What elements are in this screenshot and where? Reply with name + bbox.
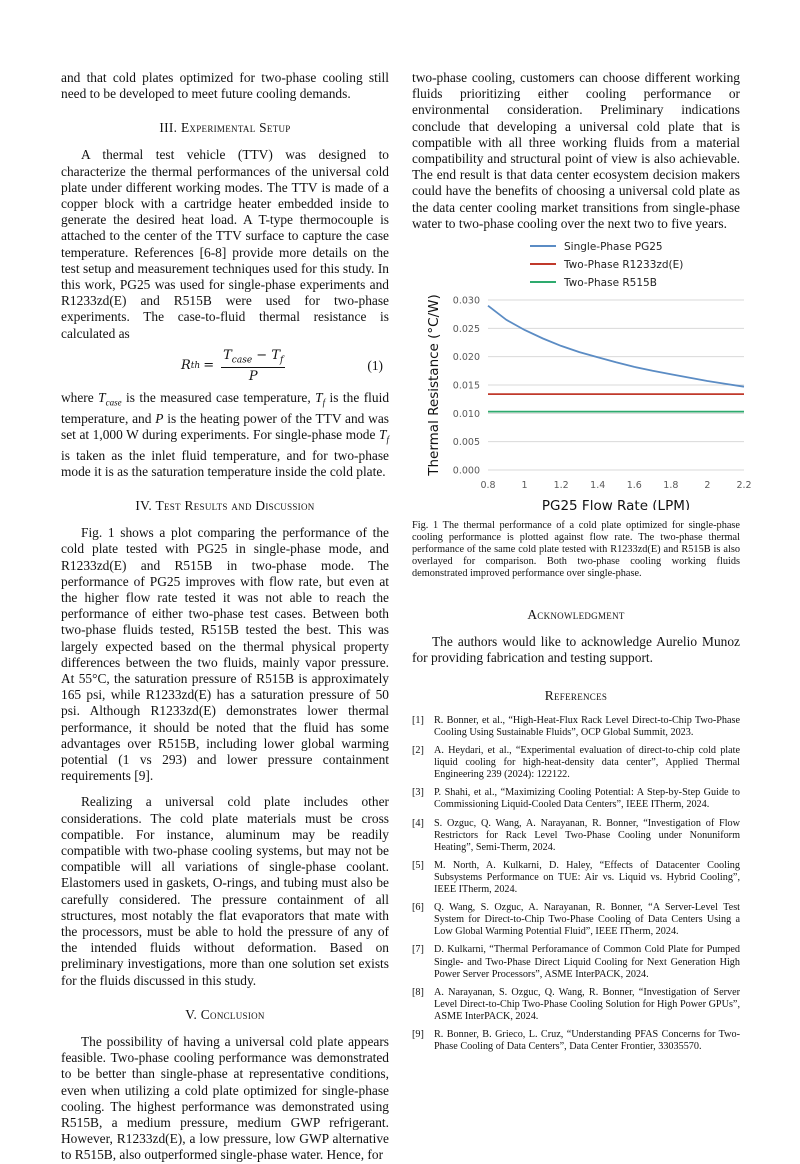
reference-number: [4]	[412, 817, 424, 829]
eq-numerator	[221, 348, 285, 368]
x-tick-label: 2	[704, 480, 711, 492]
p2-tcase-var: T	[98, 389, 106, 405]
reference-text: Q. Wang, S. Ozguc, A. Narayanan, R. Bonner, “A Server-Level Test System for Direct-to-Chip Two-Phase Cooling of Data Centers Using a Low Global Warming Potential Fluid”, IEEE ITherm, 2024.	[434, 902, 740, 938]
reference-item	[412, 745, 740, 781]
p2-tf2-var: T	[379, 426, 387, 442]
p2-tf2-sub: f	[386, 434, 389, 445]
reference-number: [7]	[412, 944, 424, 956]
x-tick-label: 0.8	[480, 480, 496, 492]
figure-1	[418, 238, 754, 510]
eq-lhs-sub: th	[190, 360, 201, 371]
eq-num-a: T	[223, 348, 232, 364]
section-5-paragraph-1: The possibility of having a universal cold plate appears feasible. Two-phase cooling performance was demonstrated to be better than single-phase at representative conditions, even when utilizing a cold plate optimized for single-phase cooling. The highest performance was demonstrated using R515B, a medium pressure, medium GWP refrigerant. However, R1233zd(E), a low pressure, low GWP alternative to R515B, also outperformed single-phase water. Hence, for	[61, 1033, 389, 1163]
p2-text-c: is the fluid temperature, and	[61, 389, 390, 426]
legend-label: Two-Phase R1233zd(E)	[564, 259, 684, 272]
p2-text-b: is the measured case temperature,	[121, 389, 316, 405]
equation-body	[181, 348, 285, 384]
eq-lhs: R	[181, 358, 191, 374]
legend-label: Single-Phase PG25	[564, 241, 663, 254]
y-tick-label: 0.005	[452, 437, 480, 449]
references-list	[412, 715, 740, 1053]
y-tick-label: 0.030	[452, 295, 480, 307]
y-tick-label: 0.025	[452, 323, 480, 335]
p2-text-d: is the heating power of the TTV and was set at 1,000 W during experiments. For single-phase mode	[61, 410, 390, 442]
references-heading: References	[544, 687, 608, 703]
reference-item	[412, 787, 740, 811]
left-column	[61, 70, 389, 1164]
section-5-heading: V. Conclusion	[185, 1006, 265, 1022]
right-column	[412, 70, 752, 1059]
series-line	[488, 306, 744, 387]
section-3-paragraph-2	[61, 390, 389, 480]
eq-equals: =	[203, 358, 215, 374]
p2-text-a: where	[61, 389, 99, 405]
reference-item	[412, 944, 740, 980]
eq-num-a-sub: case	[231, 355, 253, 366]
reference-text: A. Heydari, et al., “Experimental evaluation of direct-to-chip cold plate liquid cooling for high-heat-density data center”, Applied Thermal Engineering 239 (2024): 122122.	[434, 745, 740, 781]
x-tick-label: 1.8	[663, 480, 679, 492]
reference-item	[412, 715, 740, 739]
section-4-heading: IV. Test Results and Discussion	[135, 498, 315, 514]
p2-tf2	[379, 426, 389, 445]
acknowledgment-heading: Acknowledgment	[527, 606, 625, 622]
p2-tcase	[98, 389, 122, 408]
reference-text: M. North, A. Kulkarni, D. Haley, “Effects of Datacenter Cooling Subsystems Performance on TUE: Air vs. Liquid vs. Hybrid Cooling”, IEEE ITherm, 2024.	[434, 859, 740, 896]
reference-text: D. Kulkarni, “Thermal Perforamance of Common Cold Plate for Pumped Single- and Two-Phase Direct Liquid Cooling for Next Generation High Power Server Processors”, ASME InterPACK, 2024.	[434, 944, 740, 980]
reference-number: [2]	[412, 745, 424, 757]
reference-number: [1]	[412, 714, 424, 726]
equation-1	[61, 348, 389, 384]
y-tick-label: 0.000	[452, 465, 480, 477]
reference-item	[412, 902, 740, 938]
reference-text: S. Ozguc, Q. Wang, A. Narayanan, R. Bonner, “Investigation of Flow Restrictors for Rack Level Two-Phase Cooling under Nonuniform Heating”, Semi-Therm, 2024.	[434, 817, 740, 853]
reference-number: [9]	[412, 1028, 424, 1040]
section-4-paragraph-2: Realizing a universal cold plate includes other considerations. The cold plate materials must be cross compatible. For instance, aluminum may be readily compatible with two-phase cooling systems, but may not be compatible will all variations of single-phase coolant. Elastomers used in gaskets, O-rings, and tubing must also be carefully considered. The pressure containment of all structures, most notably the flat evaporators that mate with the processors, must be able to hold the pressure of any of the intended fluids without deformation. Based on preliminary investigations, more than one solution set exists for the fluids discussed in this study.	[61, 794, 389, 988]
reference-number: [5]	[412, 859, 424, 871]
x-tick-label: 1	[521, 480, 528, 492]
section-4-paragraph-1: Fig. 1 shows a plot comparing the performance of the cold plate tested with PG25 in single-phase mode, and R1233zd(E) and R515B in two-phase mode. The performance of PG25 improves with flow rate, but even at the higher flow rate tested it was not able to reach the performance of either two-phase test cases. Between both two-phase fluids tested, R515B tested the best. This was largely expected based on the thermal physical property differences between the two fluids, mainly vapor pressure. At 55°C, the saturation pressure of R515B is approximately 165 psi, while R1233zd(E) has a saturation pressure of 50 psi. Although R1233zd(E) demonstrates lower thermal performance, it should be noted that the fluid has some advantages over R515B, including lower global warming potential (1 vs 293) and lower pressure containment requirements [9].	[61, 525, 389, 784]
x-axis-label: PG25 Flow Rate (LPM)	[541, 498, 691, 511]
reference-number: [3]	[412, 787, 424, 799]
conclusion-continued-paragraph: two-phase cooling, customers can choose different working fluids prioritizing either cooling performance or environmental consideration. Preliminary indications conclude that developing a universal cold plate that is compatible with all three working fluids from a material compatibility and structural point of view is also achievable. The end result is that data center ecosystem decision makers could have the benefits of choosing a universal cold plate as the data center cooling market transitions from single-phase water to two-phase cooling over the next two to five years.	[412, 70, 740, 231]
eq-denominator: P	[248, 368, 258, 384]
x-tick-label: 1.6	[626, 480, 642, 492]
y-axis-label: Thermal Resistance (°C/W)	[426, 294, 442, 476]
y-tick-label: 0.015	[452, 380, 480, 392]
reference-text: P. Shahi, et al., “Maximizing Cooling Potential: A Step-by-Step Guide to Commissioning Liquid-Cooled Data Centers”, IEEE ITherm, 2024.	[434, 787, 740, 811]
section-3-heading: III. Experimental Setup	[159, 120, 291, 136]
acknowledgment-body: The authors would like to acknowledge Aurelio Munoz for providing fabrication and testing support.	[412, 633, 740, 665]
p2-tf	[315, 389, 326, 408]
reference-item	[412, 818, 740, 854]
reference-text: R. Bonner, et al., “High-Heat-Flux Rack Level Direct-to-Chip Two-Phase Cooling Using Sustainable Fluids”, OCP Global Summit, 2023.	[434, 714, 740, 738]
reference-text: A. Narayanan, S. Ozguc, Q. Wang, R. Bonner, “Investigation of Server Level Direct-to-Chip Two-Phase Cooling Solution for High Power GPUs”, ASME InterPACK, 2024.	[434, 986, 740, 1022]
legend-label: Two-Phase R515B	[564, 277, 657, 290]
thermal-resistance-chart	[418, 238, 754, 510]
reference-text: R. Bonner, B. Grieco, L. Cruz, “Understanding PFAS Concerns for Two-Phase Cooling of Data Centers”, Data Center Frontier, 33035570.	[434, 1028, 740, 1053]
equation-number: (1)	[367, 357, 383, 373]
eq-fraction	[221, 348, 285, 384]
x-tick-label: 1.4	[590, 480, 606, 492]
x-tick-label: 1.2	[553, 480, 569, 492]
p2-tf-sub: f	[322, 397, 326, 408]
p2-p: P	[155, 410, 164, 426]
x-tick-label: 2.2	[736, 480, 752, 492]
reference-number: [8]	[412, 986, 424, 998]
eq-num-b-sub: f	[280, 355, 284, 366]
p2-tcase-sub: case	[105, 397, 122, 408]
y-tick-label: 0.020	[452, 352, 480, 364]
section-3-paragraph-1: A thermal test vehicle (TTV) was designed to characterize the thermal performances of the universal cold plate under different working modes. The TTV is made of a copper block with a cartridge heater embedded inside to generate the desired heat load. A T-type thermocouple is attached to the center of the TTV surface to capture the case temperature. References [6-8] provide more details on the test setup and measurement techniques used for this study. In this work, PG25 was used for single-phase experiments and R1233zd(E) and R515B were used for two-phase experiments. The case-to-fluid thermal resistance is calculated as	[61, 147, 389, 341]
intro-tail-paragraph: and that cold plates optimized for two-phase cooling still need to be developed to meet future cooling demands.	[61, 70, 389, 102]
reference-item	[412, 1029, 740, 1053]
p2-tf-var: T	[315, 389, 323, 405]
p2-text-e: is taken as the inlet fluid temperature, and for two-phase mode it is as the saturation temperature inside the cold plate.	[61, 447, 389, 479]
reference-number: [6]	[412, 902, 424, 914]
eq-num-op: − T	[256, 348, 280, 364]
figure-1-caption: Fig. 1 The thermal performance of a cold plate optimized for single-phase cooling performance is plotted against flow rate. The two-phase thermal performance of the same cold plate tested with R1233zd(E) and R515B is also overlayed for comparison. Both two-phase cooling working fluids demonstrated improved performance over single-phase.	[412, 520, 740, 580]
reference-item	[412, 860, 740, 896]
y-tick-label: 0.010	[452, 408, 480, 420]
reference-item	[412, 987, 740, 1023]
